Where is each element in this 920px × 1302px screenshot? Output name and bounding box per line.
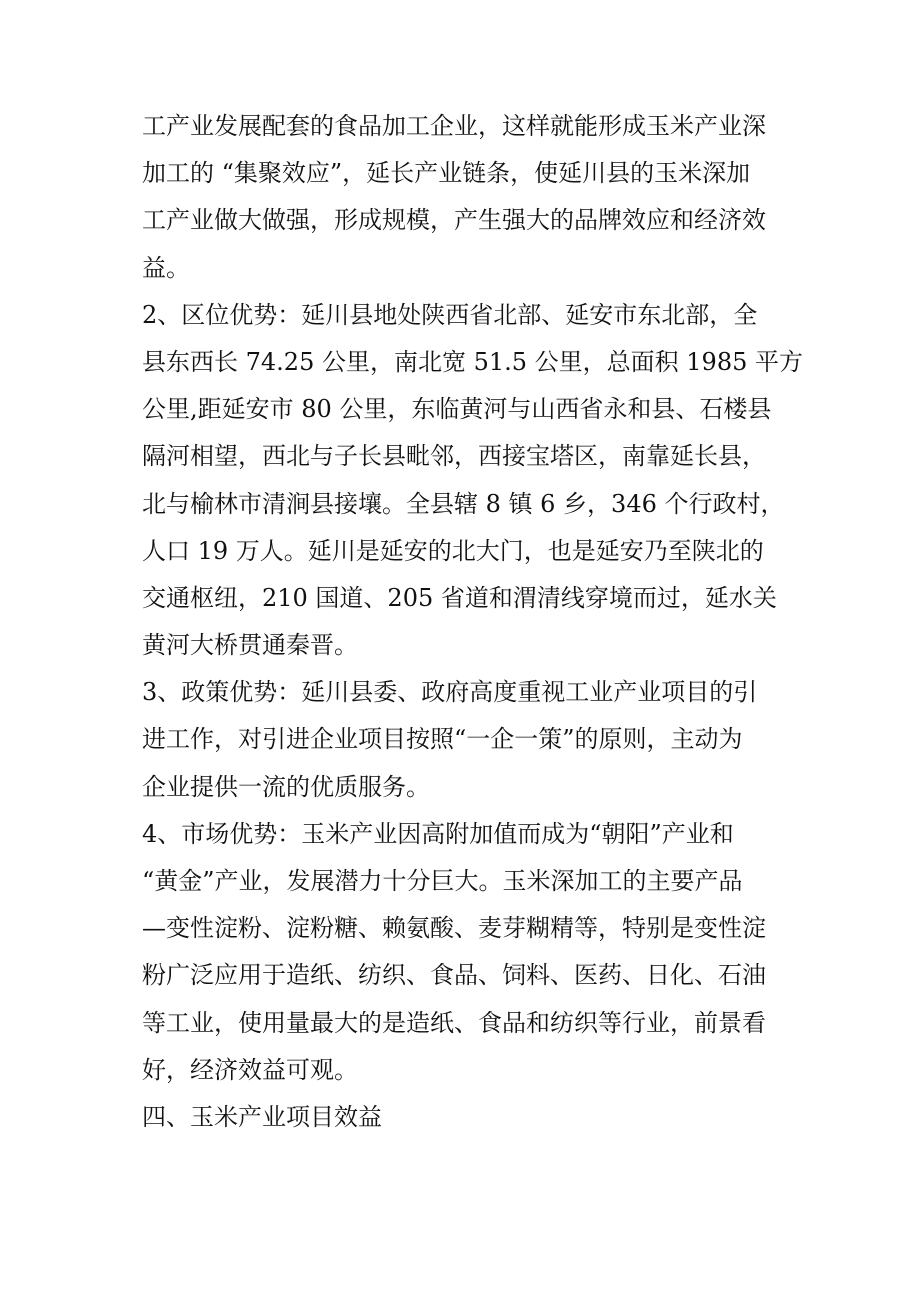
text-line: 3、政策优势：延川县委、政府高度重视工业产业项目的引 (142, 678, 758, 707)
text-line: 黄河大桥贯通秦晋。 (142, 631, 358, 660)
text-line: —变性淀粉、淀粉糖、赖氨酸、麦芽糊精等，特别是变性淀 (142, 914, 766, 943)
text-line: 企业提供一流的优质服务。 (142, 772, 430, 801)
text-line: 好，经济效益可观。 (142, 1055, 358, 1084)
text-line: 4、市场优势：玉米产业因高附加值而成为“朝阳”产业和 (142, 819, 734, 848)
text-line: 公里,距延安市 80 公里，东临黄河与山西省永和县、石楼县 (142, 395, 772, 424)
text-line: 交通枢纽，210 国道、205 省道和渭清线穿境而过，延水关 (142, 583, 777, 612)
text-line: 人口 19 万人。延川是延安的北大门，也是延安乃至陕北的 (142, 536, 764, 565)
text-line: “黄金”产业，发展潜力十分巨大。玉米深加工的主要产品 (142, 867, 743, 895)
text-line: 工产业做大做强，形成规模，产生强大的品牌效应和经济效 (142, 206, 766, 235)
body-text (142, 114, 802, 1152)
text-line: 加工的 “集聚效应”，延长产业链条，使延川县的玉米深加 (142, 159, 751, 188)
text-line: 隔河相望，西北与子长县毗邻，西接宝塔区，南靠延长县， (142, 442, 766, 471)
text-line: 进工作，对引进企业项目按照“一企一策”的原则，主动为 (142, 725, 743, 754)
section-heading: 四、玉米产业项目效益 (142, 1102, 382, 1131)
text-line: 2、区位优势：延川县地处陕西省北部、延安市东北部，全 (142, 300, 758, 329)
text-line: 益。 (142, 253, 190, 282)
text-line: 等工业，使用量最大的是造纸、食品和纺织等行业，前景看 (142, 1008, 766, 1037)
text-line: 县东西长 74.25 公里，南北宽 51.5 公里，总面积 1985 平方 (142, 347, 803, 376)
text-line: 北与榆林市清涧县接壤。全县辖 8 镇 6 乡，346 个行政村， (142, 489, 785, 518)
text-line: 工产业发展配套的食品加工企业，这样就能形成玉米产业深 (142, 112, 766, 140)
text-line: 粉广泛应用于造纸、纺织、食品、饲料、医药、日化、石油 (142, 961, 766, 990)
